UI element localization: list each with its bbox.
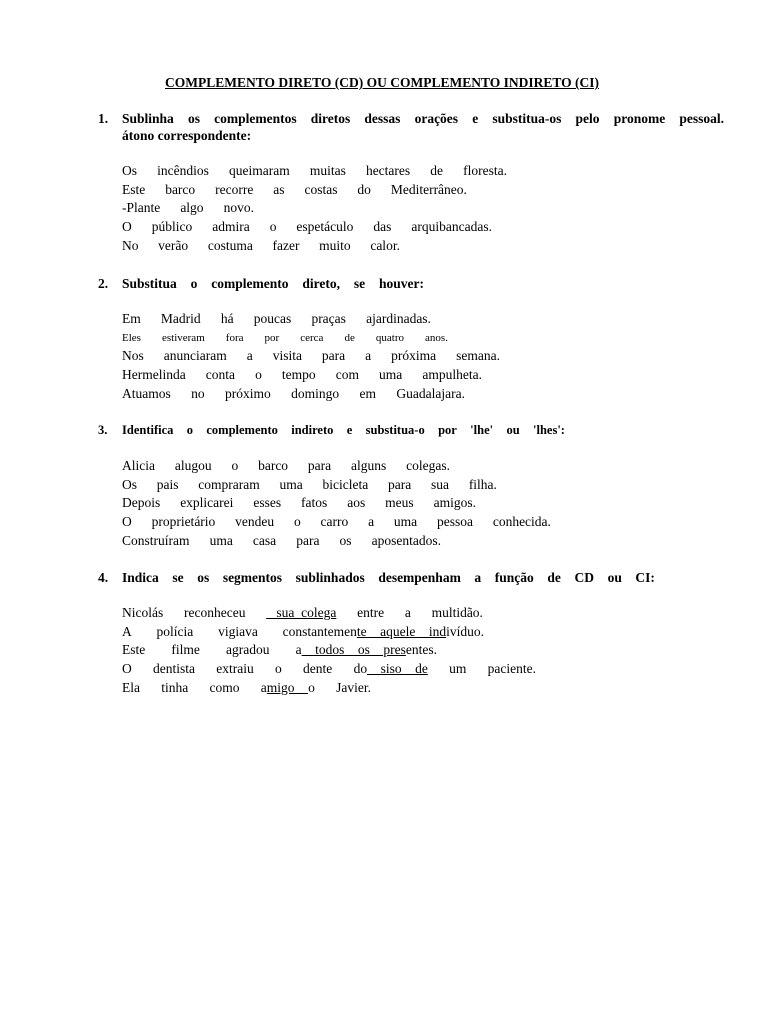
question-1-heading (98, 110, 724, 144)
sentence: -Plante algo novo. (122, 200, 254, 216)
underlined-segment: te aquele ind (356, 623, 447, 639)
sentence: Este barco recorre as costas do Mediterrâneo. (122, 181, 467, 197)
sentence: O proprietário vendeu o carro a uma pessoa conhecida. (122, 514, 551, 530)
question-instruction: Substitua o complemento direto, se houver: (122, 276, 424, 291)
question-4-heading (98, 569, 724, 586)
question-number: 2. (98, 276, 109, 291)
sentence: Os incêndios queimaram muitas hectares de floresta. (122, 163, 507, 178)
underlined-segment: sua colega (266, 605, 337, 620)
underlined-segment: migo (266, 679, 309, 695)
sentence: Nicolás reconheceu sua colega entre a multidão. (122, 604, 483, 623)
sentence: Atuamos no próximo domingo em Guadalajara. (122, 385, 465, 401)
sentence: Eles estiveram fora por cerca de quatro anos. (122, 331, 448, 344)
question-number: 1. (98, 111, 109, 126)
sentence: A polícia vigiava constantemente aquele indivíduo. (122, 623, 484, 639)
sentence: O público admira o espetáculo das arquibancadas. (122, 219, 492, 235)
sentence: Construíram uma casa para os aposentados. (122, 532, 441, 548)
sentence: No verão costuma fazer muito calor. (122, 237, 400, 253)
underlined-segment: siso de (367, 661, 428, 677)
question-4 (98, 569, 724, 697)
sentence: Nos anunciaram a visita para a próxima semana. (122, 348, 500, 364)
sentence: Em Madrid há poucas praças ajardinadas. (122, 311, 431, 326)
question-2-heading (98, 275, 724, 292)
question-instruction: Sublinha os complementos diretos dessas orações e substitua-os pelo pronome pessoal. átono correspondente: (122, 111, 724, 143)
question-instruction: Identifica o complemento indireto e substitua-o por 'lhe' ou 'lhes': (122, 423, 565, 437)
question-1 (98, 110, 724, 255)
question-instruction: Indica se os segmentos sublinhados desempenham a função de CD ou CI: (122, 570, 655, 585)
page-title: COMPLEMENTO DIRETO (CD) OU COMPLEMENTO INDIRETO (CI) (165, 75, 600, 90)
question-3-heading (98, 422, 724, 439)
sentence: Os pais compraram uma bicicleta para sua filha. (122, 476, 497, 492)
sentence: Alicia alugou o barco para alguns colegas. (122, 458, 450, 473)
sentence: Este filme agradou a todos os presentes. (122, 642, 437, 658)
question-number: 3. (98, 423, 108, 437)
sentence-list (122, 457, 724, 550)
sentence: Depois explicarei esses fatos aos meus amigos. (122, 495, 476, 511)
sentence: O dentista extraiu o dente do siso de um paciente. (122, 661, 536, 677)
sentence-list (122, 162, 507, 255)
sentence: Hermelinda conta o tempo com uma ampulheta. (122, 367, 482, 383)
sentence: Ela tinha como amigo o Javier. (122, 679, 371, 695)
question-number: 4. (98, 570, 109, 585)
sentence-list (122, 604, 724, 697)
sentence-list (122, 310, 724, 403)
underlined-segment: todos os pres (301, 642, 406, 658)
question-3 (98, 422, 724, 550)
question-2 (98, 275, 724, 403)
